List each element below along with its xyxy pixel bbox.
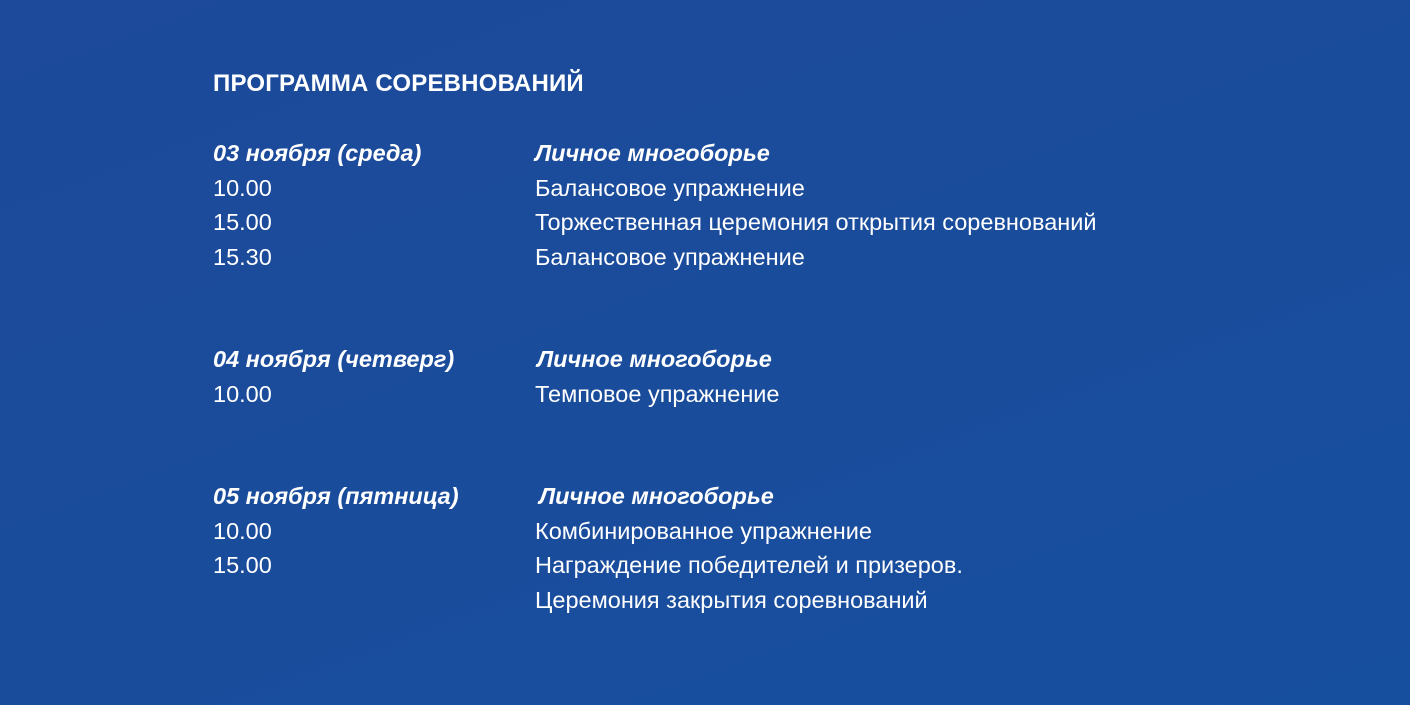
event-name: Церемония закрытия соревнований xyxy=(535,586,928,613)
event-time: 15.30 xyxy=(213,243,272,270)
event-time: 15.00 xyxy=(213,552,272,578)
day-category: Личное многоборье xyxy=(537,346,772,372)
event-name: Награждение победителей и призеров. xyxy=(535,552,963,578)
event-time: 10.00 xyxy=(213,517,272,544)
day-category: Личное многоборье xyxy=(535,140,770,166)
event-name: Темповое упражнение xyxy=(535,380,780,407)
day-date: 05 ноября (пятница) xyxy=(213,483,459,509)
day-date: 03 ноября (среда) xyxy=(213,140,422,166)
event-name: Балансовое упражнение xyxy=(535,243,805,270)
event-name: Торжественная церемония открытия соревнований xyxy=(535,209,1097,235)
event-name: Балансовое упражнение xyxy=(535,174,805,201)
day-date: 04 ноября (четверг) xyxy=(213,346,455,372)
day-category: Личное многоборье xyxy=(539,483,774,509)
event-time: 10.00 xyxy=(213,380,272,407)
page-title: ПРОГРАММА СОРЕВНОВАНИЙ xyxy=(213,70,584,97)
event-name: Комбинированное упражнение xyxy=(535,517,872,544)
event-time: 10.00 xyxy=(213,174,272,201)
event-time: 15.00 xyxy=(213,209,272,235)
